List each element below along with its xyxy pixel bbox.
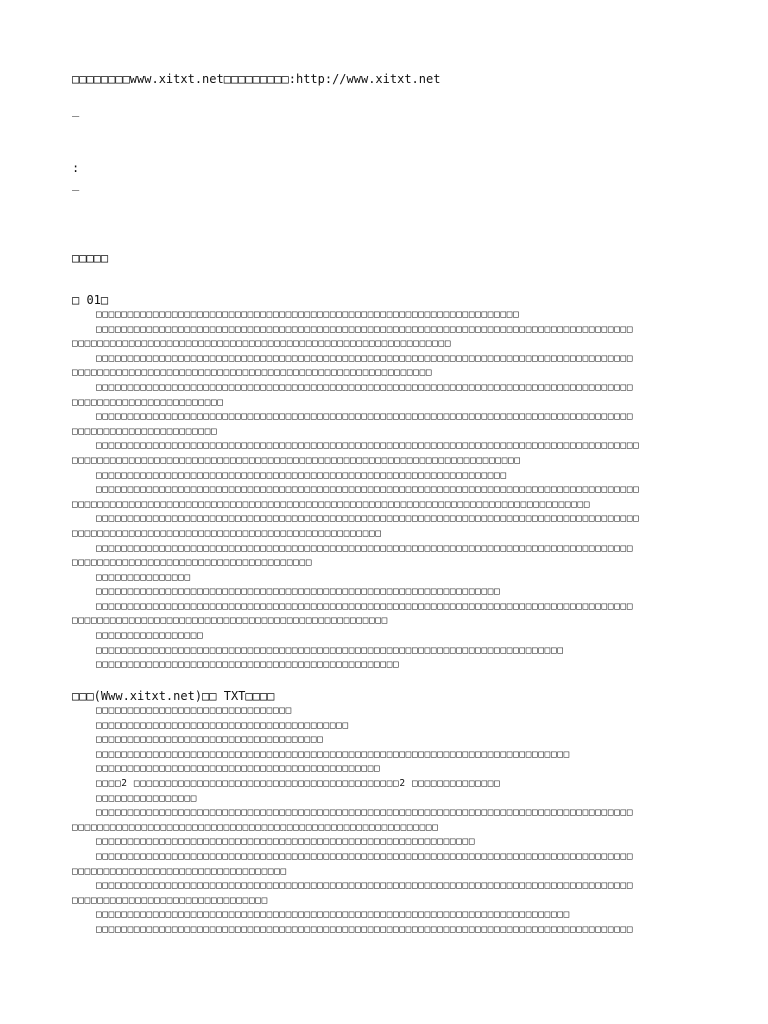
text-line: □□□□□□□□□□□□□□□□□□□□□□□□: [72, 396, 224, 408]
text-line: □□□□□□□□□□□□□□□□□□□□□□□□□□□□□□□□□□□□□□□□□□□□□□□□□□□□□□□□□□□□□□□□□□□□□□□□□□□□□□□□□□□□□: [96, 600, 634, 612]
text-line: □□□□□□□□□□□□□□□□: [96, 792, 198, 804]
separator-colon: :: [72, 161, 80, 175]
text-line: □□□□□□□□□□□□□□□□□□□□□□□□□□□□□□□□□□□□□□□□□□□□□□□□□□□□□□□□□□□□□□□□□□□□□□□□□□□□□□□□□□□□□: [96, 542, 634, 554]
text-line: □□□□□□□□□□□□□□□□□□□□□□□□□□□□□□□□□□□□□□□□□□□□□□□□□□□□□□□□□□□□□□□□□□□□□□□□□□□□□□□□□□: [72, 498, 591, 510]
text-line: □□□□□□□□□□□□□□□□□□□□□□□□□□□□□□□□□□□□□□□□□□□□□: [96, 763, 381, 775]
text-line: □□□□□□□□□□□□□□□□□: [96, 630, 204, 642]
text-line: □□□□□□□□□□□□□□□□□□□□□□□□□□□□□□□□□□□□□□□□□□□□□□□□□□□□□□□□□□□□□□□□□□□□□□□: [72, 454, 521, 466]
text-line: □□□□□□□□□□□□□□□□□□□□□□□□□□□□□□□□□□□□□□□□□□□□□□□□□□□□□□□□□□□□□□□□□□□□□□□□□□□□□□□□□□□□□: [96, 850, 634, 862]
chapter-body: [72, 308, 712, 673]
text-line: □□□□□□□□□□□□□□□□□□□□□□□□□□□□□□□□□□□□□□□□□□□□□□□□□□□□□□□□□□□□□□□□□□□□□□□□□□□□□□□□□□□□□□: [96, 513, 640, 525]
text-line: □□□□□□□□□□□□□□□□□□□□□□□□□□□□□□□□□□□□□□□□□□□□□□□□□□□□□□□□□□□□□□□□□□□□□□□□□□: [96, 644, 564, 656]
text-line: □□□□□□□□□□□□□□□□□□□□□□□□□□□□□□□□□□□□□□□□□□□□□□□□□: [72, 527, 382, 539]
text-line: □□□□□□□□□□□□□□□□□□□□□□□□□□□□□□□□□□□□□□□□□□□□□□□□□□□□□□□□□□□□□□□□□□□□□□□□□□□: [96, 909, 570, 921]
text-line: □□□□□□□□□□□□□□□□□□□□□□□□□□□□□□□□□□□□□□□□□□□□□□□□□□□□□□□□□□: [72, 821, 439, 833]
separator-underscore: _: [72, 177, 80, 191]
text-line: □□□□□□□□□□□□□□□□□□□□□□□□□□□□□□□□□□□□□□□□□□□□□□□□□□□□□□□□□□□□□□□□□□□□□□□□□□□: [96, 748, 570, 760]
text-line: □□□□□□□□□□□□□□□□□□□□□□□□□□□□□□□□□□□□□□□□□□□□□□□□□□□□□□□□□□□□□□□□: [96, 586, 501, 598]
book-title: □□□□□: [72, 251, 109, 265]
text-line: □□□□□□□□□□□□□□□□□□□□□□□□□□□□□□□□□□□□□□□□□□□□□□□□□□□□□□□□□□□□□□□□□□□□□□□□□□□□□□□□□□□□□: [96, 807, 634, 819]
text-line: □□□□□□□□□□□□□□□□□□□□□□□□□□□□□□□□□□□□□□□□□□□□□□□□□□□□□□□□□□□□□□□□□□□□□□□□□□□□□□□□□□□□□: [96, 381, 634, 393]
text-line: □□□□□□□□□□□□□□□□□□□□□□□□□□□□□□□: [72, 894, 268, 906]
text-line: □□□□□□□□□□□□□□□□□□□□□□□: [72, 425, 218, 437]
text-line: □□□□□□□□□□□□□□□□□□□□□□□□□□□□□□□□□□□□□□□□□□□□□□□□□□□□□□□□□□□□□□□□□: [96, 469, 507, 481]
text-line: □□□□□□□□□□□□□□□□□□□□□□□□□□□□□□□□□□□□□□□□□□□□□□□□□□□□□□□□□□□□□□□□□□□□□□□□□□□□□□□□□□□□□: [96, 323, 634, 335]
separator-underscore: _: [72, 103, 80, 117]
text-line: □□□□□□□□□□□□□□□□□□□□□□□□□□□□□□□□□□□□□□□□□□□□□□□□□□: [72, 615, 388, 627]
text-line: □□□□□□□□□□□□□□□□□□□□□□□□□□□□□□□□□□□□□□□□□□□□□□□□□□□□□□□□□□□□: [96, 836, 476, 848]
text-line: □□□□□□□□□□□□□□□□□□□□□□□□□□□□□□□□□□□□□□: [72, 557, 313, 569]
text-line: □□□□□□□□□□□□□□□□□□□□□□□□□□□□□□□□□□□□□□□□□□□□□□□□□□□□□□□□□□□□□□□□□□□□□□□□□□□□□□□□□□□□□: [96, 880, 634, 892]
text-line: □□□□□□□□□□□□□□□□□□□□□□□□□□□□□□□□□□□□□□□□□□□□□□□□□□□□□□□□□: [72, 367, 433, 379]
text-line: □□□□□□□□□□□□□□□□□□□□□□□□□□□□□□□□□□□□□□□□□□□□□□□□□□□□□□□□□□□□□□□□□□□□□□□□□□□□□□□□□□□□□: [96, 352, 634, 364]
text-line: □□□□□□□□□□□□□□□□□□□□□□□□□□□□□□□□□□: [72, 865, 287, 877]
text-line: □□□□□□□□□□□□□□□□□□□□□□□□□□□□□□□□□□□□: [96, 734, 324, 746]
chapter-heading: □□□(Www.xitxt.net)□□ TXT□□□□: [72, 689, 275, 703]
text-line: □□□□□□□□□□□□□□□□□□□□□□□□□□□□□□□□□□□□□□□□□□□□□□□□: [96, 659, 400, 671]
text-line: □□□□□□□□□□□□□□□□□□□□□□□□□□□□□□□□□□□□□□□□□□□□□□□□□□□□□□□□□□□□: [72, 338, 452, 350]
text-line: □□□□□□□□□□□□□□□□□□□□□□□□□□□□□□□□□□□□□□□□: [96, 719, 349, 731]
chapter-heading: □ 01□: [72, 293, 109, 307]
chapter-body: [72, 704, 712, 938]
text-line: □□□□□□□□□□□□□□□□□□□□□□□□□□□□□□□□□□□□□□□□□□□□□□□□□□□□□□□□□□□□□□□□□□□□□□□□□□□□□□□□□□□□□: [96, 923, 634, 935]
text-line: □□□□□□□□□□□□□□□□□□□□□□□□□□□□□□□□□□□□□□□□□□□□□□□□□□□□□□□□□□□□□□□□□□□□□□□□□□□□□□□□□□□□□: [96, 411, 634, 423]
text-line: □□□□□□□□□□□□□□□: [96, 571, 191, 583]
source-header: □□□□□□□□www.xitxt.net□□□□□□□□□:http://www.xitxt.net: [72, 72, 441, 86]
text-line: □□□□□□□□□□□□□□□□□□□□□□□□□□□□□□□□□□□□□□□□□□□□□□□□□□□□□□□□□□□□□□□□□□□: [96, 309, 520, 320]
text-line: □□□□2 □□□□□□□□□□□□□□□□□□□□□□□□□□□□□□□□□□□□□□□□□□2 □□□□□□□□□□□□□□: [96, 777, 501, 789]
text-line: □□□□□□□□□□□□□□□□□□□□□□□□□□□□□□□□□□□□□□□□□□□□□□□□□□□□□□□□□□□□□□□□□□□□□□□□□□□□□□□□□□□□□□: [96, 484, 640, 496]
text-line: □□□□□□□□□□□□□□□□□□□□□□□□□□□□□□□□□□□□□□□□□□□□□□□□□□□□□□□□□□□□□□□□□□□□□□□□□□□□□□□□□□□□□□: [96, 440, 640, 452]
text-line: □□□□□□□□□□□□□□□□□□□□□□□□□□□□□□□: [96, 705, 292, 716]
